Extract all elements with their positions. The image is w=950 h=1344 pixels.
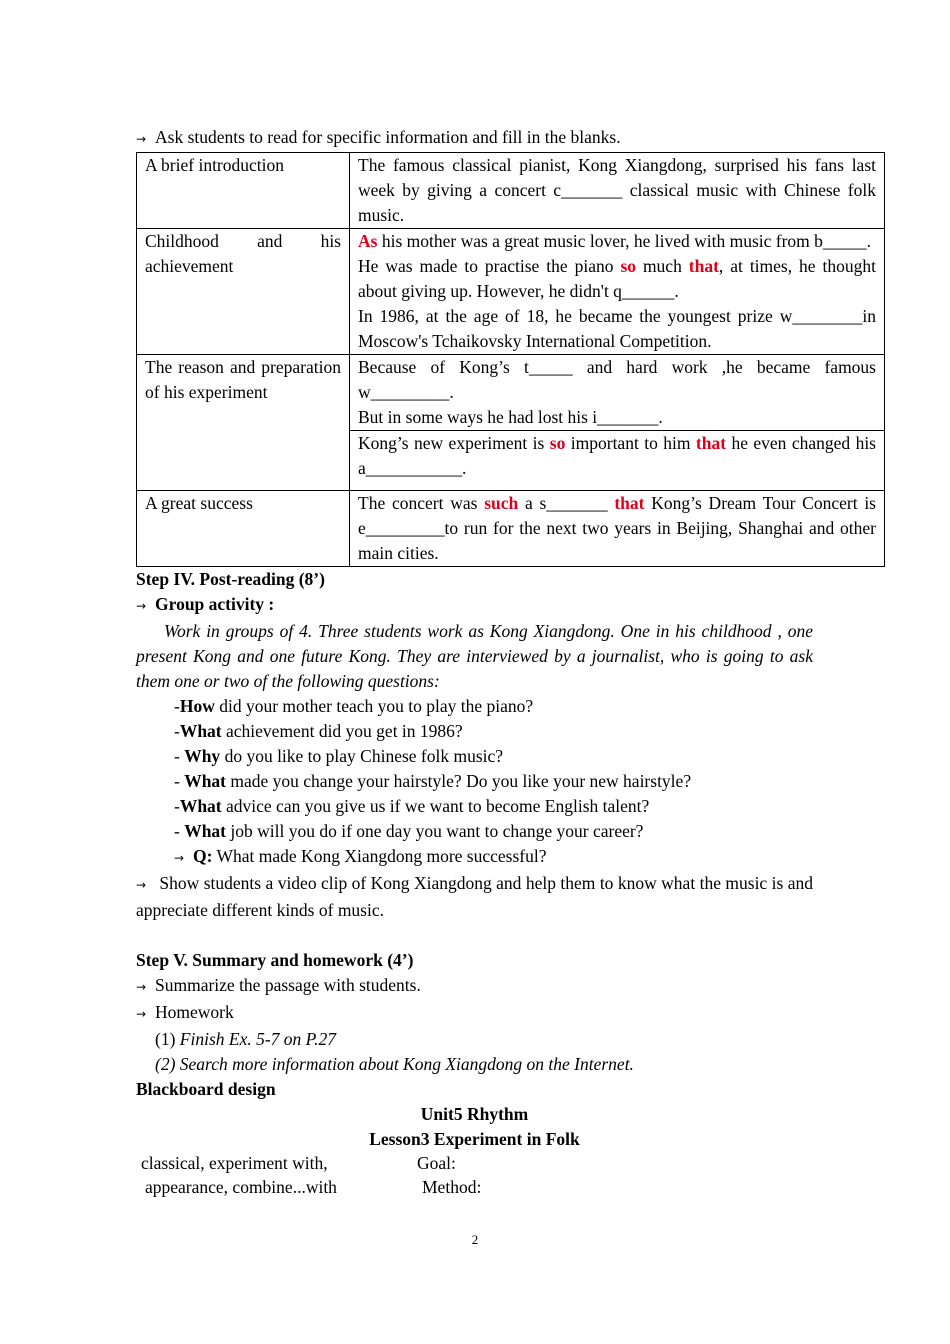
page-number: 2 — [471, 1232, 479, 1247]
question-text: advice can you give us if we want to become English talent? — [221, 796, 650, 816]
list-item — [136, 844, 885, 871]
row-label: A brief introduction — [137, 153, 350, 229]
intro-line — [136, 125, 885, 152]
blackboard-lesson: Lesson3 Experiment in Folk — [369, 1129, 580, 1149]
table-row — [137, 355, 885, 431]
row-text: important to him — [565, 433, 696, 453]
step5-title: Step V. Summary and homework (4’) — [136, 950, 414, 970]
step5-heading — [136, 948, 885, 973]
question-text: did your mother teach you to play the piano? — [214, 696, 534, 716]
highlight-word: so — [549, 433, 566, 453]
blackboard-left-2: appearance, combine...with — [145, 1177, 337, 1197]
video-text: Show students a video clip of Kong Xiangdong and help them to know what the music is and appreciate different kinds of music. — [136, 873, 813, 920]
row-label: The reason and preparation of his experiment — [137, 355, 350, 491]
question-prefix: - — [174, 796, 180, 816]
summarize-line — [136, 973, 885, 1000]
highlight-word: As — [358, 231, 378, 251]
homework-text: Finish Ex. 5-7 on P.27 — [179, 1029, 336, 1049]
row-text: Kong’s Dream Tour Concert is e_________to run for the next two years in Beijing, Shanghai and other main cities. — [358, 493, 876, 563]
list-item — [136, 794, 885, 819]
highlight-word: so — [620, 256, 636, 276]
arrow-icon: → — [174, 851, 185, 865]
group-activity-line — [136, 592, 885, 619]
table-row — [137, 153, 885, 229]
row-text: he even changed his a___________. — [358, 433, 876, 478]
blackboard-heading — [136, 1077, 885, 1102]
homework-label: Homework — [155, 1002, 234, 1022]
row-text: Kong’s new experiment is — [358, 433, 550, 453]
highlight-word: that — [688, 256, 719, 276]
arrow-icon: → — [136, 599, 147, 613]
row-paragraph: In 1986, at the age of 18, he became the youngest prize w________in Moscow's Tchaikovsky International Competition. — [358, 306, 876, 351]
homework-text: (2) Search more information about Kong Xiangdong on the Internet. — [155, 1054, 634, 1074]
row-content — [350, 491, 885, 567]
question-prefix: - — [174, 771, 185, 791]
row-text: his mother was a great music lover, he lived with music from b_____. — [377, 231, 872, 251]
blackboard-left-1: classical, experiment with, — [141, 1153, 328, 1173]
fill-in-table — [136, 152, 885, 567]
arrow-icon: → — [136, 980, 147, 994]
question-text: achievement did you get in 1986? — [221, 721, 463, 741]
row-paragraph — [358, 229, 876, 254]
spacer — [136, 923, 885, 948]
row-paragraph — [358, 491, 876, 566]
step4-title: Step IV. Post-reading (8’) — [136, 569, 325, 589]
blackboard-right-2: Method: — [422, 1177, 482, 1197]
question-keyword: How — [179, 696, 215, 716]
list-item — [136, 819, 885, 844]
list-item — [136, 744, 885, 769]
question-text: do you like to play Chinese folk music? — [220, 746, 504, 766]
row-text: much — [636, 256, 689, 276]
row-text: The famous classical pianist, Kong Xiangdong, surprised his fans last week by giving a concert c_______ classical music with Chinese folk music. — [350, 153, 885, 229]
question-keyword: What — [184, 821, 227, 841]
question-text: made you change your hairstyle? Do you like your new hairstyle? — [226, 771, 692, 791]
homework-item — [136, 1027, 885, 1052]
row-paragraph: But in some ways he had lost his i_______. — [358, 407, 663, 427]
question-keyword: What — [179, 721, 222, 741]
group-activity-label: Group activity : — [155, 594, 275, 614]
row-paragraph — [358, 254, 876, 304]
document-page — [136, 125, 885, 1202]
row-text: He was made to practise the piano — [358, 256, 621, 276]
list-item — [136, 694, 885, 719]
question-prefix: - — [174, 721, 180, 741]
blackboard-right-1: Goal: — [417, 1153, 456, 1173]
list-item — [136, 769, 885, 794]
q-label: Q: — [193, 846, 213, 866]
row-content — [350, 229, 885, 355]
question-keyword: What — [184, 771, 227, 791]
row-content — [350, 431, 885, 491]
row-paragraph: Because of Kong’s t_____ and hard work ,he became famous w_________. — [358, 357, 876, 402]
question-keyword: Why — [184, 746, 221, 766]
step4-heading — [136, 567, 885, 592]
question-prefix: - — [174, 746, 185, 766]
homework-number: (1) — [155, 1029, 180, 1049]
table-row — [137, 229, 885, 355]
row-text: The concert was — [358, 493, 485, 513]
list-item — [136, 719, 885, 744]
question-text: job will you do if one day you want to change your career? — [226, 821, 644, 841]
blackboard-title: Blackboard design — [136, 1079, 276, 1099]
highlight-word: that — [695, 433, 727, 453]
row-label: A great success — [137, 491, 350, 567]
row-label: Childhood and his achievement — [137, 229, 350, 355]
highlight-word: that — [614, 493, 645, 513]
question-keyword: What — [179, 796, 222, 816]
row-text: a s_______ — [518, 493, 615, 513]
arrow-icon: → — [136, 1007, 147, 1021]
homework-item — [136, 1052, 885, 1077]
row-text: , at times, he thought about giving up. However, he didn't q______. — [358, 256, 876, 301]
arrow-icon: → — [136, 878, 147, 892]
summarize-text: Summarize the passage with students. — [155, 975, 421, 995]
video-line — [136, 871, 813, 923]
arrow-icon: → — [136, 132, 147, 146]
blackboard-unit: Unit5 Rhythm — [420, 1104, 529, 1124]
homework-line — [136, 1000, 885, 1027]
row-paragraph — [358, 431, 876, 481]
question-prefix: - — [174, 821, 185, 841]
intro-text: Ask students to read for specific information and fill in the blanks. — [155, 127, 621, 147]
row-content — [350, 355, 885, 431]
blackboard-content — [136, 1152, 885, 1202]
question-list — [136, 694, 885, 871]
highlight-word: such — [484, 493, 519, 513]
question-prefix: - — [174, 696, 180, 716]
group-instructions: Work in groups of 4. Three students work as Kong Xiangdong. One in his childhood , one present Kong and one future Kong. They are interviewed by a journalist, who is going to ask them one or two of the following questions: — [136, 621, 813, 691]
table-row — [137, 491, 885, 567]
q-text: What made Kong Xiangdong more successful? — [212, 846, 547, 866]
